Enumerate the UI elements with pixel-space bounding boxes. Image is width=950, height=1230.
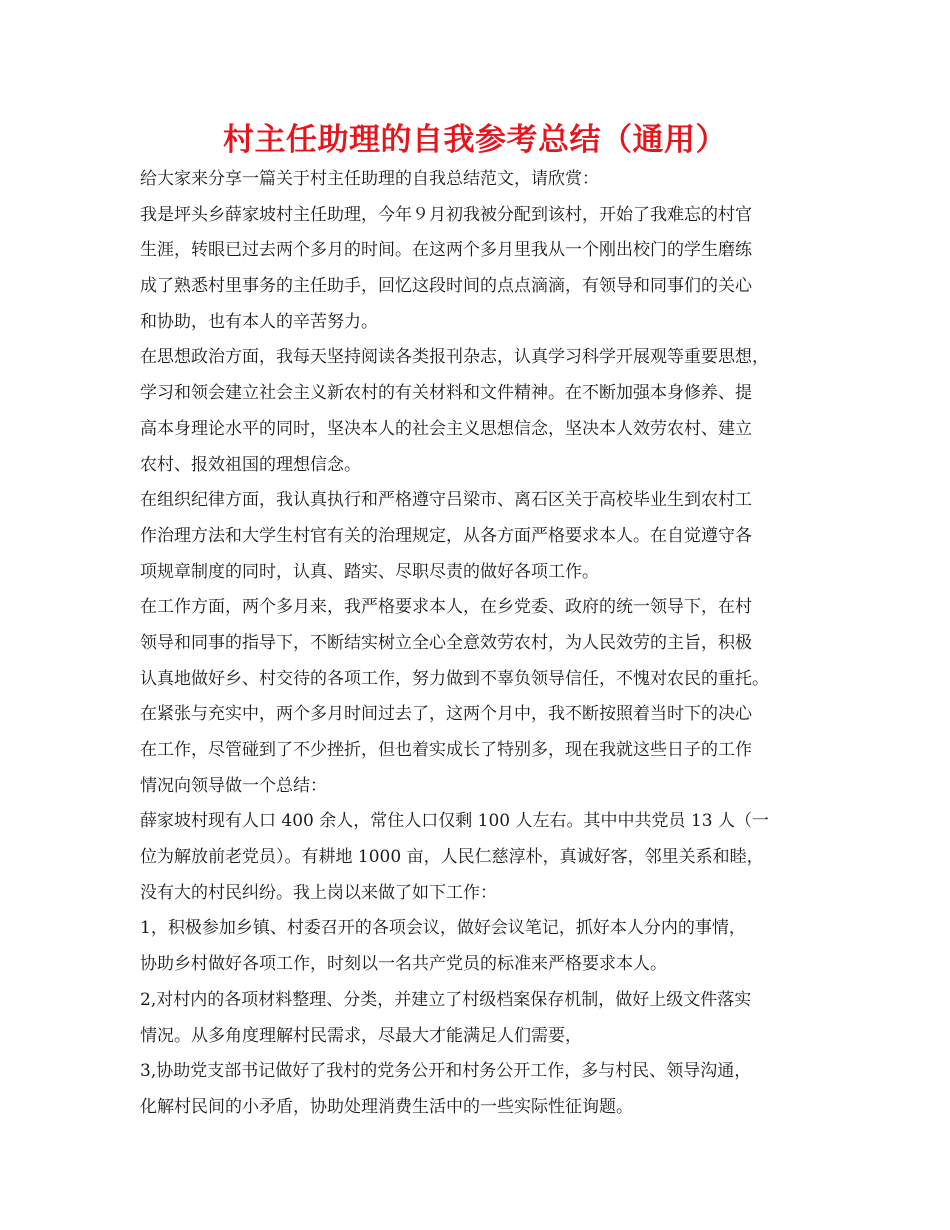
body-line: 在紧张与充实中，两个多月时间过去了，这两个月中，我不断按照着当时下的决心 bbox=[140, 704, 752, 725]
body-line: 领导和同事的指导下，不断结实树立全心全意效劳农村，为人民效劳的主旨，积极 bbox=[140, 632, 752, 653]
body-line: 2,对村内的各项材料整理、分类，并建立了村级档案保存机制，做好上级文件落实 bbox=[140, 989, 752, 1010]
document-body bbox=[140, 162, 820, 1126]
body-line: 在工作，尽管碰到了不少挫折，但也着实成长了特别多，现在我就这些日子的工作 bbox=[140, 740, 752, 760]
document-title: 村主任助理的自我参考总结（通用） bbox=[223, 122, 727, 158]
body-line: 高本身理论水平的同时，坚决本人的社会主义思想信念，坚决本人效劳农村、建立 bbox=[140, 418, 752, 439]
body-line: 生涯，转眼已过去两个多月的时间。在这两个多月里我从一个刚出校门的学生磨练 bbox=[140, 240, 752, 261]
body-line: 在思想政治方面，我每天坚持阅读各类报刊杂志，认真学习科学开展观等重要思想， bbox=[140, 347, 769, 368]
body-line: 没有大的村民纠纷。我上岗以来做了如下工作： bbox=[140, 882, 497, 903]
body-line: 3,协助党支部书记做好了我村的党务公开和村务公开工作，多与村民、领导沟通， bbox=[140, 1061, 752, 1082]
body-line: 化解村民间的小矛盾，协助处理消费生活中的一些实际性征询题。 bbox=[140, 1096, 633, 1117]
body-line: 学习和领会建立社会主义新农村的有关材料和文件精神。在不断加强本身修养、提 bbox=[140, 383, 752, 404]
body-line: 情况。从多角度理解村民需求，尽最大才能满足人们需要， bbox=[140, 1025, 582, 1046]
body-line: 在组织纪律方面，我认真执行和严格遵守吕梁市、离石区关于高校毕业生到农村工 bbox=[140, 490, 752, 511]
body-line: 给大家来分享一篇关于村主任助理的自我总结范文，请欣赏： bbox=[140, 169, 599, 189]
body-line: 位为解放前老党员）。有耕地 1000 亩，人民仁慈淳朴，真诚好客，邻里关系和睦， bbox=[140, 847, 764, 868]
body-line: 项规章制度的同时，认真、踏实、尽职尽责的做好各项工作。 bbox=[140, 561, 599, 582]
body-line: 农村、报效祖国的理想信念。 bbox=[140, 454, 361, 475]
body-line: 薛家坡村现有人口 400 余人，常住人口仅剩 100 人左右。其中中共党员 13 人（一 bbox=[140, 811, 769, 832]
body-line: 作治理方法和大学生村官有关的治理规定，从各方面严格要求本人。在自觉遵守各 bbox=[140, 525, 752, 546]
body-line: 成了熟悉村里事务的主任助手，回忆这段时间的点点滴滴，有领导和同事们的关心 bbox=[140, 276, 752, 297]
body-line: 我是坪头乡薛家坡村主任助理，今年９月初我被分配到该村，开始了我难忘的村官 bbox=[140, 204, 752, 225]
body-line: 和协助，也有本人的辛苦努力。 bbox=[140, 311, 378, 332]
body-line: 情况向领导做一个总结： bbox=[140, 775, 327, 796]
body-line: 1，积极参加乡镇、村委召开的各项会议，做好会议笔记，抓好本人分内的事情， bbox=[140, 918, 746, 939]
body-line: 认真地做好乡、村交待的各项工作，努力做到不辜负领导信任，不愧对农民的重托。 bbox=[140, 668, 769, 689]
body-line: 协助乡村做好各项工作，时刻以一名共产党员的标准来严格要求本人。 bbox=[140, 954, 667, 975]
body-line: 在工作方面，两个多月来，我严格要求本人，在乡党委、政府的统一领导下，在村 bbox=[140, 597, 752, 618]
